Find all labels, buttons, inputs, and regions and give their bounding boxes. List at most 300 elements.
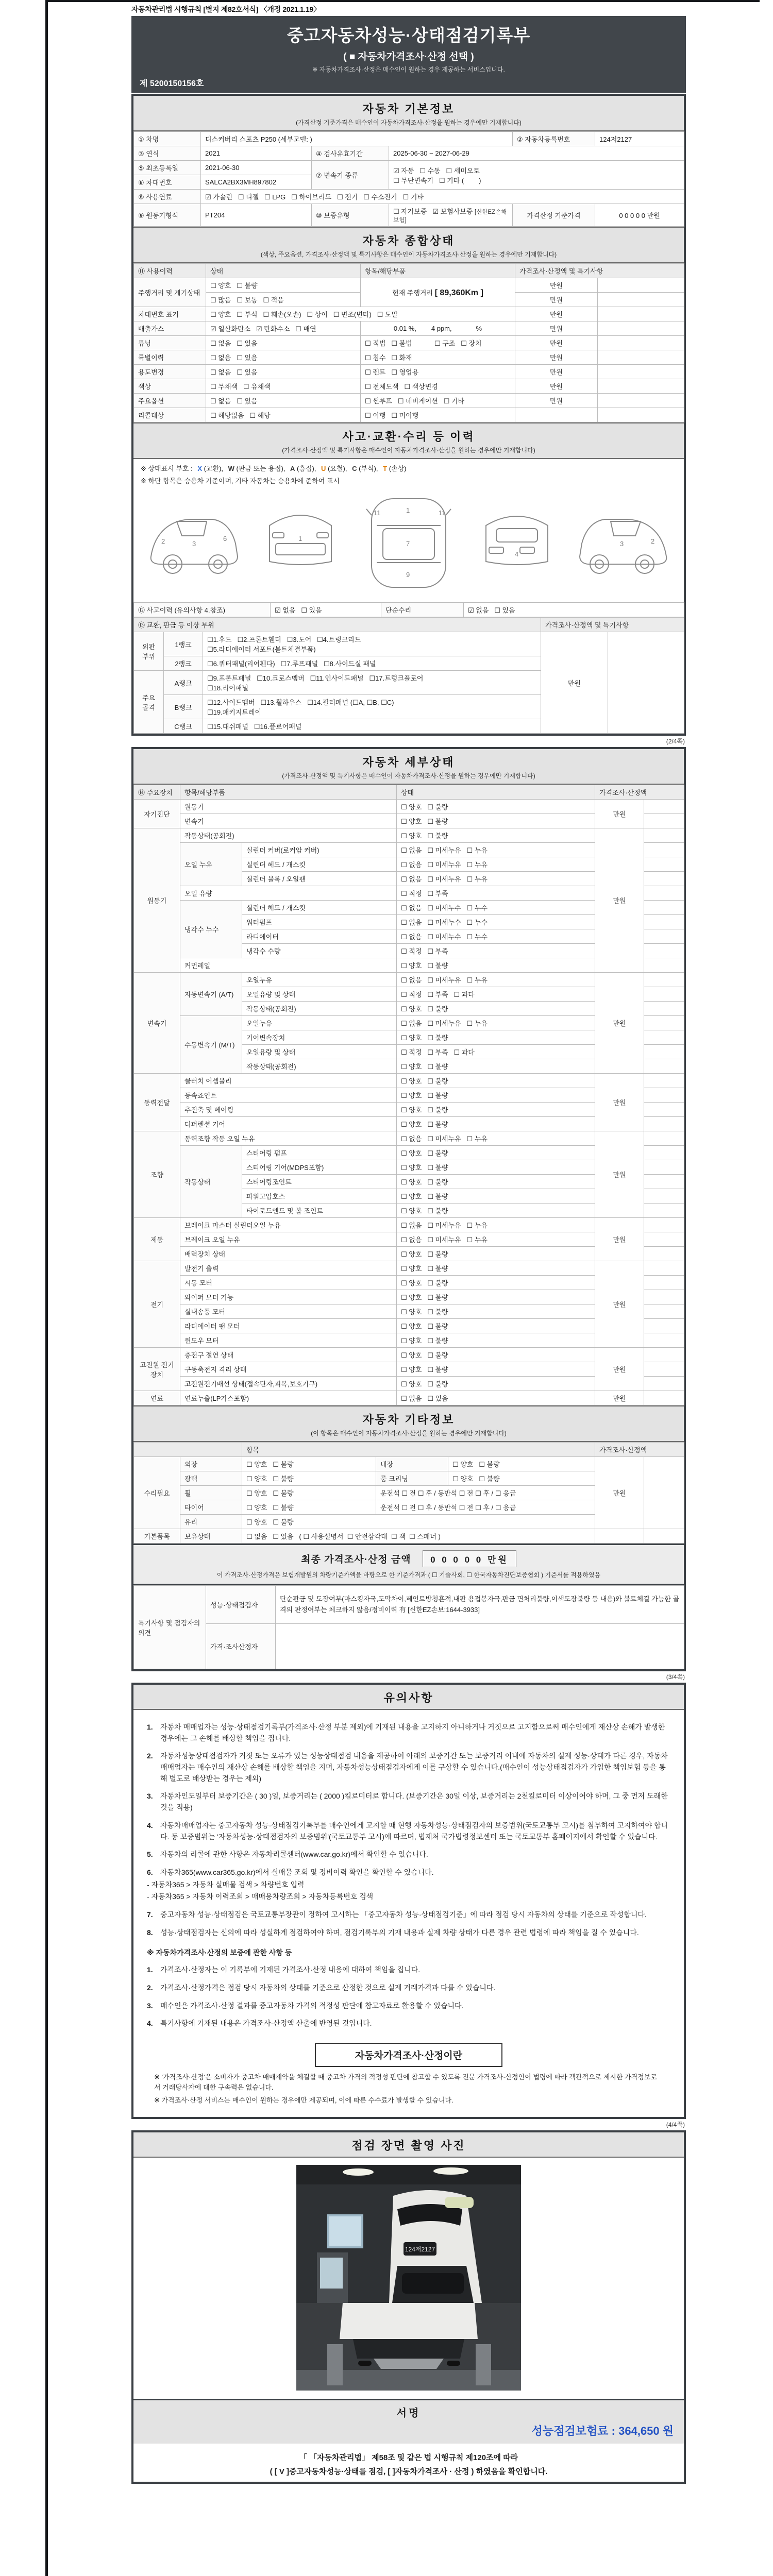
subgroup-label: 자동변속기 (A/T) [180,973,242,1016]
notice-number: 1. [147,1965,153,1974]
section-overall-header [133,227,684,263]
inspection-photo-front [296,2165,521,2303]
field-label: ③ 연식 [134,146,201,161]
state-checkboxes: ☐ 양호 ☐ 불량 [242,1457,376,1471]
notice-number: 3. [147,2001,153,2010]
rankB-items [203,695,541,719]
item-label: 시동 모터 [180,1276,397,1290]
table-row [134,1457,684,1471]
notice-text: 자동차매매업자는 중고자동차 성능·상태점검기록부를 매수인에게 고지할 때 현행 자동차성능·상태점검자의 보증범위(국토교통부 고시)를 첨부하여 고지하여야 합니다. 동 보증범위는 '자동차성능·상태점검자의 보증범위'(국토교통부 고시)에 따르며, 법제처 국가법령정보센터 또는 국토교통부 홈페이지에서 확인할 수 있습니다. [160,1821,668,1841]
vehicle-damage-diagram [133,486,684,602]
inspector-label: 성능·상태점검자 [206,1586,276,1624]
price-cell: 만원 [595,1261,644,1348]
rank-price-cell: 만원 [541,632,608,734]
field-label: ⑧ 사용연료 [134,190,201,204]
notice-text: 자동차365(www.car365.go.kr)에서 실매물 조회 및 정비이력 확인을 확인할 수 있습니다. [160,1868,434,1876]
field-label: ⑩ 보증유형 [312,204,389,227]
rank1-items-line1: ☐1.후드 ☐2.프론트휀더 ☐3.도어 ☐4.트렁크리드 [207,636,361,643]
price-cell: 만원 [595,1391,644,1405]
state-checkboxes: ☐ 양호 ☐ 불량 [242,1515,595,1529]
rank2-items: ☐6.쿼터패널(리어휀다) ☐7.루프패널 ☐8.사이드실 패널 [203,656,541,671]
row-label: 주행거리 및 계기상태 [134,278,206,307]
item-label: 오일누유 [242,1016,397,1030]
item-label: 오일유량 및 상태 [242,987,397,1002]
field-label: 가격산정 기준가격 [513,204,595,227]
group-label: 고전원 전기장치 [134,1348,180,1391]
state-checkboxes: ☐ 양호 ☐ 불량 [397,800,595,814]
item-label: 실린더 헤드 / 개스킷 [242,901,397,915]
note-cell [644,1146,684,1160]
document-header [131,16,686,93]
state-checkboxes: ☐ 적정 ☐ 부족 [397,886,595,901]
simple-repair-label: 단순수리 [381,603,464,617]
final-price-band [133,1544,684,1585]
state-checkboxes: ☐ 양호 ☐ 불량 [397,1146,595,1160]
final-price-note: 이 가격조사·산정가격은 보험개발원의 차량기준가액을 바탕으로 한 기준가격과 ( ☐ 기술사회, ☐ 한국자동차진단보증협회 ) 기준서를 적용하였음 [216,1571,601,1579]
table-row [134,1261,684,1276]
price-cell: 만원 [515,307,598,321]
section-detail-note: (가격조사·산정액 및 특기사항은 매수인이 자동차가격조사·산정을 원하는 경우에만 기재합니다) [282,772,535,779]
note-cell [644,973,684,987]
item-label: 실린더 커버(로커암 커버) [242,843,397,857]
table-row [134,321,684,336]
notice-item [133,1791,684,1813]
item-label: 등속죠인트 [180,1088,397,1103]
notice-text: - 자동차365 > 자동차 이력조회 > 매매용차량조회 > 자동차등록번호 검색 [147,1892,374,1901]
item-label: 외장 [180,1457,242,1471]
legend-symbol-t: T [383,465,388,472]
notice-item [133,2018,684,2029]
note-cell [644,1457,684,1529]
state-checkboxes: ☐ 양호 ☐ 불량 [397,1261,595,1276]
section-detail-header [133,749,684,785]
price-cell: 만원 [595,973,644,1074]
first-registration-value: 2021-06-30 [201,161,312,175]
item-label: 오일 유량 [180,886,397,901]
note-cell [644,1362,684,1377]
state-checkboxes: ☐ 적정 ☐ 부족 [397,944,595,958]
item-label: 타이어 [180,1500,242,1515]
state-checkboxes: ☐ 양호 ☐ 불량 [242,1500,376,1515]
field-label: ⑤ 최초등록일 [134,161,201,175]
svg-text:3: 3 [620,540,624,548]
rank-section-header: ⑬ 교환, 판금 등 이상 부위 [134,618,541,632]
table-row [134,603,684,617]
notice-subitem [133,1879,684,1891]
state-checkboxes: ☐ 양호 ☐ 불량 [397,828,595,843]
note-cell [598,321,684,336]
item-label: 스티어링 펌프 [242,1146,397,1160]
legend-label: (요철), [328,465,347,472]
item-label: 타이로드엔드 및 볼 조인트 [242,1204,397,1218]
note-cell [644,1131,684,1146]
notice-number: 3. [147,1792,153,1801]
notice-text: 특기사항에 기재된 내용은 가격조사·산정액 산출에 반영된 것입니다. [160,2019,372,2028]
row-label: 튜닝 [134,336,206,350]
tire-position-checkboxes: 운전석 ☐ 전 ☐ 후 / 동반석 ☐ 전 ☐ 후 / ☐ 응급 [376,1500,595,1515]
group-label: 전기 [134,1261,180,1348]
note-cell [598,278,684,293]
state-checkboxes: ☐ 양호 ☐ 불량 [448,1457,595,1471]
option-checkboxes: ☐ 없음 ☐ 있음 [206,394,361,408]
notice-text: 자동차인도일부터 보증기간은 ( 30 )일, 보증거리는 ( 2000 )킬로미터로 합니다. (보증기간은 30일 이상, 보증거리는 2천킬로미터 이상이어야 하며, 그 중 먼저 도래한 것을 적용) [160,1792,668,1812]
notice-number: 1. [147,1723,153,1731]
note-cell [644,1059,684,1074]
section-accident-header [133,422,684,459]
legend-symbol-x: X [197,465,202,472]
item-label: 윈도우 모터 [180,1333,397,1348]
notice-number: 8. [147,1928,153,1937]
detail-status-table [133,785,684,1405]
inspection-photos [133,2158,684,2399]
item-label: 추진축 및 베어링 [180,1103,397,1117]
table-row [134,336,684,350]
col-header: 항목/해당부품 [180,785,397,800]
notice-text: 가격조사·산정가격은 점검 당시 자동차의 상태를 기준으로 산정한 것으로 실제 거래가격과 다를 수 있습니다. [160,1984,496,1992]
note-cell [644,1276,684,1290]
row-label: 주요옵션 [134,394,206,408]
notice-item [133,1909,684,1921]
price-cell: 만원 [515,293,598,307]
inspector-opinion-text: 단순판금 및 도장여부(마스킹자국,도막차이,페인트방청흔적,내판 용접봉자국,판금 면처리불량,이색도장불량 등 내용)와 볼트체결 가능한 골격의 판정여부는 체크하지 않음/정비이력 有 [신한EZ손보:1644-3933] [276,1586,684,1624]
notice-item [133,1982,684,1994]
rank-label: A랭크 [164,671,203,695]
state-checkboxes: ☐ 없음 ☐ 미세누수 ☐ 누수 [397,915,595,929]
state-checkboxes: ☐ 양호 ☐ 불량 [397,1348,595,1362]
item-label: 구동축전지 격리 상태 [180,1362,397,1377]
table-row [134,828,684,843]
item-label: 와이퍼 모터 기능 [180,1290,397,1304]
signature-title: 서명 [396,2407,421,2419]
note-cell [644,1319,684,1333]
table-row [134,190,684,204]
col-header: ⑪ 사용이력 [134,264,206,278]
svg-text:1: 1 [406,506,410,514]
table-row [134,278,684,293]
vin-mark-checkboxes: ☐ 양호 ☐ 부식 ☐ 훼손(오손) ☐ 상이 ☐ 변조(변타) ☐ 도말 [206,307,515,321]
field-label: ⑥ 차대번호 [134,175,201,190]
transmission-options-1: ☑ 자동 ☐ 수동 ☐ 세미오토 [393,166,480,175]
legend-label: (부식), [359,465,378,472]
base-price-value: 0 0 0 0 0 만원 [595,204,684,227]
note-cell [598,394,684,408]
final-price-label: 최종 가격조사·산정 금액 [301,1554,411,1565]
price-cell: 만원 [595,800,644,828]
transmission-checkboxes [389,161,684,190]
price-cell: 만원 [595,1348,644,1391]
item-label: 내장 [376,1457,448,1471]
tuning-detail-checkboxes: ☐ 적법 ☐ 불법 ☐ 구조 ☐ 장치 [361,336,515,350]
note-cell [598,379,684,394]
car-name-value: 디스커버리 스포츠 P250 (세부모델: ) [201,132,513,146]
warranty-checkboxes [389,204,513,227]
state-checkboxes: ☐ 양호 ☐ 불량 [397,1362,595,1377]
note-cell [644,915,684,929]
outer-panel-label: 외판 부위 [134,632,164,671]
note-cell [644,1074,684,1088]
document-title: 중고자동차성능·상태점검기록부 [287,26,531,45]
legend-label: (판금 또는 용접), [236,465,285,472]
rank-label: 2랭크 [164,656,203,671]
opinion-label: 특기사항 및 점검자의 의견 [134,1586,206,1669]
emission-checkboxes: ☑ 일산화탄소 ☑ 탄화수소 ☐ 매연 [206,321,361,336]
note-cell [644,800,684,814]
notice-item [133,2001,684,2012]
notice-number: 6. [147,1868,153,1876]
notice-text: 자동차 매매업자는 성능·상태점검기록부(가격조사·산정 부분 제외)에 기재된 내용을 고지하지 아니하거나 거짓으로 고지함으로써 매수인에게 재산상 손해가 발생한 경우에는 그 손해를 배상할 책임을 집니다. [160,1723,665,1742]
price-cell [595,1529,644,1544]
state-checkboxes: ☐ 없음 ☐ 미세누유 ☐ 누유 [397,1131,595,1146]
section-photos-header [133,2132,684,2158]
table-row [134,973,684,987]
page-frame-left [45,0,48,2576]
note-cell [598,365,684,379]
section-etc-header [133,1405,684,1442]
note-cell [644,1002,684,1016]
price-cell: 만원 [515,379,598,394]
rank-label: B랭크 [164,695,203,719]
note-cell [644,1103,684,1117]
note-cell [644,814,684,828]
subgroup-label: 냉각수 누수 [180,901,242,958]
item-label: 유리 [180,1515,242,1529]
col-header: 항목 [242,1443,595,1457]
warranty-options: ☐ 자가보증 ☑ 보험사보증 [393,208,473,215]
notice-number: 4. [147,1821,153,1829]
svg-text:2: 2 [651,537,655,545]
svg-text:4: 4 [515,550,519,558]
legend-symbol-u: U [321,465,326,472]
notice-number: 7. [147,1910,153,1919]
panel-rank-table [133,617,684,734]
state-checkboxes: ☐ 양호 ☐ 불량 [397,1276,595,1290]
note-cell [644,1088,684,1103]
state-checkboxes: ☐ 양호 ☐ 불량 [397,1059,595,1074]
document-subtitle: ( ■ 자동차가격조사·산정 선택 ) [343,52,474,62]
field-label: ⑦ 변속기 종류 [312,161,389,190]
table-row [134,132,684,146]
color-checkboxes: ☐ 무채색 ☐ 유채색 [206,379,361,394]
table-header-row [134,1443,684,1457]
notice-text: 매수인은 가격조사·산정 결과를 중고자동차 가격의 적정성 판단에 참고자료로 활용할 수 있습니다. [160,2001,464,2010]
col-header: 가격조사·산정액 및 특기사항 [515,264,684,278]
notice-subsection-title: ※ 자동차가격조사·산정의 보증에 관한 사항 등 [147,1948,292,1957]
note-cell [644,901,684,915]
mileage-prefix: 현재 주행거리 [392,289,433,297]
col-header: 가격조사·산정액 [595,785,684,800]
item-label: 실린더 헤드 / 개스킷 [242,857,397,872]
table-row [134,146,684,161]
item-label: 룸 크리닝 [376,1471,448,1486]
col-header-blank [134,1443,242,1457]
price-definition-line: ※ 가격조사·산정 서비스는 매수인이 원하는 경우에만 제공되며, 이에 따른 수수료가 발생할 수 있습니다. [154,2096,453,2105]
rank-label: C랭크 [164,719,203,734]
state-checkboxes: ☐ 양호 ☐ 불량 [397,1175,595,1189]
item-label: 작동상태(공회전) [242,1002,397,1016]
item-label: 충전구 절연 상태 [180,1348,397,1362]
state-checkboxes: ☐ 양호 ☐ 불량 [397,1377,595,1391]
inspection-fee [144,2422,674,2438]
special-history-checkboxes: ☐ 없음 ☐ 있음 [206,350,361,365]
note-cell [644,843,684,857]
accident-history-row [133,602,684,617]
rankC-items: ☐15.대쉬패널 ☐16.플로어패널 [203,719,541,734]
table-row [134,1074,684,1088]
box-detail-status [131,747,686,1671]
field-label: ① 차명 [134,132,201,146]
document-number: 제 5200150156호 [140,79,204,88]
state-checkboxes: ☐ 없음 ☐ 미세누유 ☐ 누유 [397,973,595,987]
state-checkboxes: ☐ 양호 ☐ 불량 [397,1204,595,1218]
item-label: 고전원전기배선 상태(접속단자,피복,보호기구) [180,1377,397,1391]
state-checkboxes: ☐ 양호 ☐ 불량 [397,1030,595,1045]
col-header: 항목/해당부품 [361,264,515,278]
field-label: ④ 검사유효기간 [312,146,389,161]
state-checkboxes: ☐ 양호 ☐ 불량 [397,1247,595,1261]
item-label: 라디에이터 팬 모터 [180,1319,397,1333]
svg-text:9: 9 [406,571,410,579]
form-reference: 자동차관리법 시행규칙 [별지 제82호서식] 〈개정 2021.1.19〉 [131,5,321,13]
section-notices-title: 유의사항 [383,1691,434,1704]
item-label: 커먼레일 [180,958,397,973]
subgroup-label: 오일 누유 [180,843,242,886]
group-label: 조향 [134,1131,180,1218]
state-checkboxes: ☐ 양호 ☐ 불량 [397,1189,595,1204]
emission-values: 0.01 %, 4 ppm, % [361,321,515,336]
inspection-period-value: 2025-06-30 ~ 2027-06-29 [389,146,684,161]
note-cell [644,1175,684,1189]
legend-label: (흠집), [297,465,316,472]
vehicle-diagram-graphic [141,489,677,595]
row-label: 리콜대상 [134,408,206,422]
item-label: 휠 [180,1486,242,1500]
notice-item [133,1927,684,1939]
appraiser-label: 가격·조사산정자 [206,1624,276,1669]
notice-item [133,1820,684,1842]
accident-checkboxes: ☑ 없음 ☐ 있음 [271,603,381,617]
rank1-items [203,632,541,656]
item-label: 스티어링조인트 [242,1175,397,1189]
document-subtitle-note: ※ 자동차가격조사·산정은 매수인이 원하는 경우 제공하는 서비스입니다. [312,66,505,73]
use-change-checkboxes: ☐ 없음 ☐ 있음 [206,365,361,379]
table-row [134,800,684,814]
warranty-insurer: [신한EZ손해보험] [393,209,507,224]
rank-label: 1랭크 [164,632,203,656]
table-header-row [134,785,684,800]
price-cell: 만원 [595,1074,644,1131]
final-price-value: 0 0 0 0 0 만원 [423,1550,516,1567]
state-checkboxes: ☐ 양호 ☐ 불량 [397,958,595,973]
rankB-items-line1: ☐12.사이드멤버 ☐13.휠하우스 ☐14.필러패널 (☐A, ☐B, ☐C) [207,699,394,706]
item-label: 워터펌프 [242,915,397,929]
document [131,3,686,2484]
item-label: 기어변속장치 [242,1030,397,1045]
subgroup-label: 작동상태 [180,1146,242,1218]
section-basic-title: 자동차 기본정보 [362,103,455,115]
basic-items-checkboxes: ☐ 없음 ☐ 있음 ( ☐ 사용설명서 ☐ 안전삼각대 ☐ 잭 ☐ 스패너 ) [242,1529,595,1544]
row-label: 배출가스 [134,321,206,336]
item-label: 오일유량 및 상태 [242,1045,397,1059]
note-cell [644,1218,684,1232]
item-label: 작동상태(공회전) [180,828,397,843]
table-row [134,1348,684,1362]
table-row [134,307,684,321]
box-photos-signature [131,2130,686,2484]
table-row [134,1586,684,1624]
note-cell [644,1261,684,1276]
state-checkboxes: ☐ 없음 ☐ 있음 [397,1391,595,1405]
note-cell [598,336,684,350]
state-checkboxes: ☐ 양호 ☐ 불량 [397,1002,595,1016]
price-cell [515,408,598,422]
notice-number: 5. [147,1850,153,1859]
notice-text: - 자동차365 > 자동차 실매물 검색 > 차량번호 입력 [147,1880,305,1889]
note-cell [644,1529,684,1544]
box-basic-info [131,94,686,736]
note-cell [644,886,684,901]
box-notices [131,1683,686,2119]
confirmation-statement [133,2444,684,2482]
state-checkboxes: ☐ 없음 ☐ 미세누수 ☐ 누수 [397,929,595,944]
item-label: 실내송풍 모터 [180,1304,397,1319]
note-cell [644,828,684,843]
notice-item [133,1964,684,1976]
item-label: 원동기 [180,800,397,814]
legend-symbol-w: W [228,465,234,472]
price-cell: 만원 [515,336,598,350]
confirmation-line2: ( [ V ]중고자동차성능·상태를 점검, [ ]자동차가격조사 · 산정 ) 하였음을 확인합니다. [270,2467,548,2476]
legend-note: ※ 하단 항목은 승용차 기준이며, 기타 자동차는 승용차에 준하여 표시 [141,477,340,485]
mileage-state-checkboxes: ☐ 양호 ☐ 불량 [206,278,361,293]
color-detail-checkboxes: ☐ 전체도색 ☐ 색상변경 [361,379,515,394]
note-cell [644,1232,684,1247]
section-notices-header [133,1685,684,1710]
state-checkboxes: ☐ 양호 ☐ 불량 [397,1074,595,1088]
rank1-items-line2: ☐5.라디에이터 서포트(볼트체결부품) [207,646,316,653]
svg-text:1: 1 [298,535,303,543]
state-checkboxes: ☐ 적정 ☐ 부족 ☐ 과다 [397,1045,595,1059]
item-label: 오일누유 [242,973,397,987]
price-definition-line: ※ '가격조사·산정'은 소비자가 중고차 매매계약을 체결할 때 중고차 가격의 적정성 판단에 참고할 수 있도록 전문 가격조사·산정인이 법령에 따라 객관적으로 제시한 가격정보로서 거래당사자에 대한 구속력은 없습니다. [154,2073,657,2091]
simple-repair-checkboxes: ☑ 없음 ☐ 있음 [464,603,684,617]
item-label: 클러치 어셈블리 [180,1074,397,1088]
note-cell [644,1304,684,1319]
note-cell [598,350,684,365]
item-label: 파워고압호스 [242,1189,397,1204]
inspection-photo-rear-underside [296,2303,521,2391]
special-detail-checkboxes: ☐ 침수 ☐ 화재 [361,350,515,365]
table-row [134,1529,684,1544]
section-overall-note: (색상, 주요옵션, 가격조사·산정액 및 특기사항은 매수인이 자동차가격조사·산정을 원하는 경우에만 기재합니다) [260,251,557,258]
notice-item [133,1867,684,1878]
group-label: 동력전달 [134,1074,180,1131]
section-accident-note: (가격조사·산정액 및 특기사항은 매수인이 자동차가격조사·산정을 원하는 경우에만 기재합니다) [282,447,535,454]
item-label: 디퍼렌셜 기어 [180,1117,397,1131]
rank-note-cell [608,632,684,734]
group-label: 변속기 [134,973,180,1074]
field-label: ② 자동차등록번호 [513,132,595,146]
state-checkboxes: ☐ 없음 ☐ 미세누유 ☐ 누유 [397,857,595,872]
state-checkboxes: ☐ 없음 ☐ 미세누유 ☐ 누유 [397,1016,595,1030]
table-row [134,365,684,379]
item-label: 보유상태 [180,1529,242,1544]
table-row [134,1218,684,1232]
note-cell [644,1030,684,1045]
item-label: 브레이크 마스터 실린더오일 누유 [180,1218,397,1232]
row-label: 용도변경 [134,365,206,379]
notice-item [133,1722,684,1744]
price-cell: 만원 [595,828,644,973]
